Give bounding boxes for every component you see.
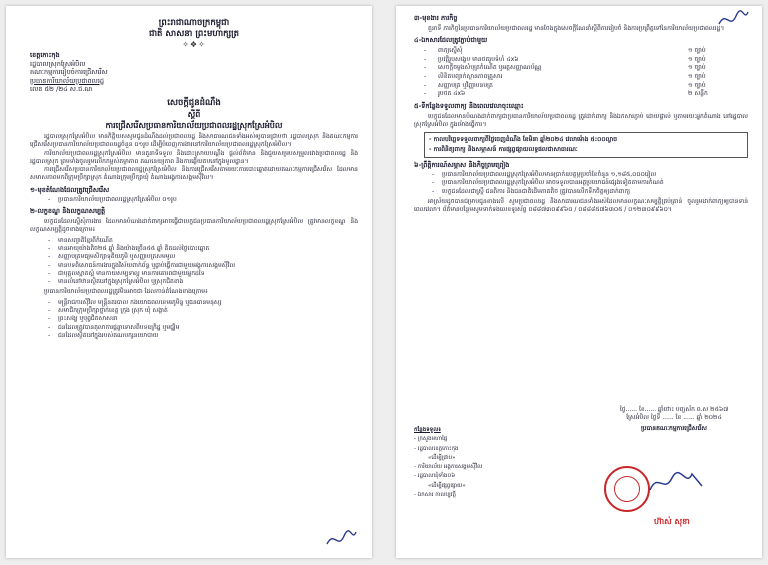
- doc-quantity: ១ ច្បាប់: [688, 55, 706, 63]
- list-item: - បេក្ខជនដែលជាស្ត្រី ជនពិការ និងជនជាតិដើមភាគតិច ត្រូវបានលើកទឹកចិត្តឲ្យដាក់ពាក្យ: [432, 188, 748, 196]
- list-item: - មានលំនៅឋានស្ថិតនៅក្នុងស្រុកស្រែអំបិល ឬស្រុកជិតខាង: [48, 278, 358, 286]
- recipient-item: - រដ្ឋបាលខេត្តកោះកុង: [414, 445, 459, 452]
- date-solar: ស្រែអំបិល ថ្ងៃទី ...... ខែ ...... ឆ្នាំ ២០២៤: [626, 414, 722, 422]
- section-2-list-2: [48, 299, 358, 340]
- signature: [646, 468, 706, 498]
- doc-bullet: -: [424, 47, 427, 55]
- section-2-list: [48, 237, 358, 287]
- kingdom-header: ព្រះរាជាណាចក្រកម្ពុជា: [158, 18, 230, 28]
- recipient-item: - រដ្ឋបាលឃុំទាំង០៦: [414, 473, 456, 480]
- doc-quantity: ១ ច្បាប់: [688, 73, 706, 81]
- org-line-province: ខេត្តកោះកុង: [30, 51, 60, 59]
- doc-quantity: ១ ច្បាប់: [688, 81, 706, 89]
- signer-title: ប្រធានគណៈកម្មការជ្រើសរើស: [640, 424, 708, 432]
- doc-quantity: ២ សន្លឹក: [688, 90, 708, 98]
- intro-paragraph-3: ការជ្រើសរើសប្រធានការិយាល័យប្រជាពលរដ្ឋស្រុកស្រែអំបិល និងការជ្រើសរើសតាមរយៈការបោះឆ្នោតដោយគណៈកម្មការជ្រើសរើស ដែលមានសមាសភាពមកពីក្រុមប្រឹក្សាស្រុក តំណាងក្រុមប្រឹក្សាឃុំ តំណាងអង្គការសង្គមស៊ីវិល។: [30, 166, 358, 182]
- org-line-office: ប្រធានការិយាល័យប្រជាពលរដ្ឋ: [30, 76, 105, 85]
- doc-quantity: ១ ច្បាប់: [688, 64, 706, 72]
- doc-name: សញ្ញាបត្រ ឬវិញ្ញាបនបត្រ: [438, 81, 493, 89]
- recipient-item: - ការិយាល័យ អង្គការសង្គមស៊ីវិល: [414, 464, 483, 471]
- list-item: - ប្រធានការិយាល័យប្រជាពលរដ្ឋស្រុកស្រែអំបិល ០១រូប: [48, 196, 358, 204]
- page-left: [6, 6, 372, 558]
- notice-about: ស្តីពី: [187, 109, 201, 119]
- list-item: - ជាបុគ្គលស្អាតស្អំ មានកាយសម្បទាល្អ មានការគោរពជាមួយអ្នកដទៃ: [48, 270, 358, 278]
- initial-signature-right: [716, 8, 750, 30]
- signer-name: ហ៊ាស់ សុខា: [654, 517, 690, 526]
- closing-wrap: [414, 198, 748, 215]
- doc-name: រូបថត ៤x៦: [438, 90, 466, 98]
- deadline-line-1: - កាលបរិច្ឆេទទទួលពាក្យពីថ្ងៃចេញដំណឹង ខែមិនា ឆ្នាំ២០២៤ វេលាម៉ោង ៥:០០ល្ងាច: [429, 136, 618, 144]
- list-item: - ប្រធានការិយាល័យប្រជាពលរដ្ឋស្រុកស្រែអំបិលមានប្រាក់ឧបត្ថម្ភប្រចាំខែចំនួន ១,១៨៥,០០០រៀល: [432, 171, 748, 179]
- doc-name: ពាក្យស្នើសុំ: [438, 47, 463, 55]
- recipients-block: [414, 426, 554, 500]
- closing-paragraph: អាស្រ័យដូចបានជម្រាបជូនខាងលើ សូមប្រជាពលរដ្ឋ និងសាធារណជនទាំងអស់ដែលមានលក្ខណៈសម្បត្តិគ្រប់គ្រាន់ ចូលរួមដាក់ពាក្យឲ្យបានទាន់ពេលវេលា។ ព័ត៌មានបន្ថែមសូមទាក់ទងលេខទូរស័ព្ទ ០៨៨៧៣០៩៩៦០ / ០៨៨៨៥៧៦៣០៥ / ០១២៣០៩៩៦០។: [414, 197, 748, 214]
- seal-inner-ring: [614, 476, 640, 502]
- intro-paragraph-2: ការិយាល័យប្រជាពលរដ្ឋស្រុកស្រែអំបិល មានតួនាទីទទួល និងដោះស្រាយបណ្តឹង ផ្តល់ព័ត៌មាន និងជួយសម្របសម្រួលរវាងប្រជាពលរដ្ឋ និងរដ្ឋបាលស្រុក ព្រមទាំងចូលរួមលើកកម្ពស់តម្លាភាព គណនេយ្យភាព និងការឆ្លើយតបនៅក្នុងមូលដ្ឋាន។: [30, 149, 358, 165]
- section-2-intro: បេក្ខជនដែលស្នើសុំការងារ ដែលមានបំណងដាក់ពាក្យអាចធ្វើជាបេក្ខជនប្រធានការិយាល័យប្រជាពលរដ្ឋស្រុកស្រែអំបិល ត្រូវមានលក្ខខណ្ឌ និងលក្ខណសម្បត្តិដូចខាងក្រោម៖: [30, 218, 358, 234]
- recipient-item: - ក្រសួងមហាផ្ទៃ: [414, 436, 448, 443]
- org-line-district: រដ្ឋបាលស្រុកស្រែអំបិល: [30, 59, 86, 68]
- reference-number: លេខ ៥២ /២៤ ស.ជ.ណ: [30, 85, 93, 94]
- section-3-text: តួនាទី ភារកិច្ចនៃប្រធានការិយាល័យប្រជាពលរដ្ឋ មានចែងក្នុងសេចក្តីណែនាំស្តីពីការរៀបចំ និងការប្រព្រឹត្តទៅនៃការិយាល័យប្រជាពលរដ្ឋ។: [428, 25, 725, 32]
- date-block: [604, 406, 744, 433]
- official-seal-stamp: [604, 466, 650, 512]
- recipient-item: «ដើម្បីជ្រាប»: [428, 454, 456, 461]
- notice-subtitle: ការជ្រើសរើសប្រធានការិយាល័យប្រជាពលរដ្ឋស្រុកស្រែអំបិល: [105, 120, 283, 130]
- org-line-committee: គណៈកម្មការរៀបចំការជ្រើសរើស: [30, 68, 108, 77]
- section-2-intro2-wrap: [30, 288, 358, 296]
- section-2-intro-2: ប្រធានការិយាល័យប្រជាពលរដ្ឋត្រូវមិនអាចជា ដែលកាន់តំណែងខាងក្រោម៖: [44, 288, 208, 296]
- section-5-text-wrap: [414, 113, 748, 130]
- list-item: - ព្រះសង្ឃ ឬបុព្វជិតសាសនា: [48, 315, 358, 323]
- section-6-heading: ៦-ព្រឹត្តិការណ៍សម្ភាស និងកិច្ចព្រមព្រៀង: [414, 161, 510, 170]
- recipient-item: - ឯកសារ កាលប្បវត្តិ: [414, 492, 457, 499]
- deadline-notice-box: [424, 132, 748, 158]
- section-5-heading: ៥-ទីកន្លែងទទួលពាក្យ និងពេលវេលាចុះឈ្មោះ: [414, 101, 524, 110]
- intro-paragraphs: [30, 133, 358, 183]
- national-motto: ជាតិ សាសនា ព្រះមហាក្សត្រ: [148, 29, 240, 39]
- doc-quantity: ១ ច្បាប់: [688, 47, 706, 55]
- section-3-heading: ៣-មុខងារ ភារកិច្ច: [414, 14, 458, 22]
- list-item: - មន្ត្រីរាជការស៊ីវិល មន្ត្រីនគរបាល កងយោធពលខេមរភូមិន្ទ ឬធនធានមនុស្ស: [48, 299, 358, 307]
- section-2-heading: ២-លក្ខខណ្ឌ និងលក្ខណសម្បត្តិ: [30, 207, 106, 216]
- intro-paragraph-1: រដ្ឋបាលស្រុកស្រែអំបិល មានកិត្តិយសសូមជូនដំណឹងដល់ប្រជាពលរដ្ឋ និងសាធារណជនទាំងអស់ឲ្យបានជ្រាបថា រដ្ឋបាលស្រុក និងគណៈកម្មការជ្រើសរើសប្រធានការិយាល័យប្រជាពលរដ្ឋចំនួន ០១រូប ដើម្បីបំពេញការងារនៅការិយាល័យប្រជាពលរដ្ឋស្រុកស្រែអំបិល។: [30, 132, 358, 149]
- section-1-list: [48, 196, 358, 204]
- section-5-text: បេក្ខជនដែលមានបំណងដាក់ពាក្យជាប្រធានការិយាល័យប្រជាពលរដ្ឋ ត្រូវដាក់ពាក្យ និងឯកសារភ្ជាប់ ដោយផ្ទាល់ ឬតាមរយៈអ្នកតំណាង នៅរដ្ឋបាលស្រុកស្រែអំបិល ក្នុងម៉ោងធ្វើការ។: [414, 112, 748, 129]
- date-lunar: ថ្ងៃ...... ខែ...... ឆ្នាំថោះ បញ្ចស័ក ព.ស ២៥៦៧: [619, 406, 729, 413]
- recipients-header: កន្លែងទទួល៖: [414, 427, 441, 433]
- initial-signature-left: [324, 528, 358, 550]
- doc-bullet: -: [424, 64, 427, 72]
- doc-name: លិខិតបញ្ជាក់ស្ថានភាពគ្រួសារ: [438, 73, 503, 81]
- document-row: [424, 73, 748, 82]
- recipient-item: «ដើម្បីផ្សព្វផ្សាយ»: [428, 482, 466, 489]
- ornament-divider: ✧❖✧: [182, 40, 206, 49]
- document-row: [424, 82, 748, 91]
- document-row: [424, 47, 748, 56]
- document-row: [424, 90, 748, 99]
- org-block: [30, 51, 358, 94]
- list-item: - ប្រធានការិយាល័យប្រជាពលរដ្ឋស្រុកស្រែអំបិល អាចទទួលបានអត្ថប្រយោជន៍ផ្សេងទៀតតាមការកំណត់: [432, 179, 748, 187]
- page-right: [396, 6, 762, 558]
- doc-bullet: -: [424, 81, 427, 89]
- doc-bullet: -: [424, 55, 427, 63]
- document-row: [424, 64, 748, 73]
- list-item: - សមាជិកក្រុមប្រឹក្សាថ្នាក់ខេត្ត ក្រុង ស្រុក ឃុំ សង្កាត់: [48, 307, 358, 315]
- doc-name: ប្រវត្តិរូបសង្ខេប មានថតរូបទំហំ ៤x៦: [438, 55, 519, 63]
- doc-name: សេចក្តីចម្លងសំបុត្រកំណើត ឬអត្តសញ្ញាណប័ណ្ណ: [438, 64, 542, 72]
- notice-title: សេចក្តីជូនដំណឹង: [167, 97, 221, 108]
- section-4-heading: ៤-ឯកសារដែលត្រូវភ្ជាប់ជាមួយ: [414, 36, 488, 45]
- list-item: - ជនដែលស្ថិតនៅក្នុងរបស់គណបក្សនយោបាយ: [48, 332, 358, 340]
- list-item: - ជនដែលត្រូវបានតុលាការផ្តន្ទាទោសពីបទឧក្រិដ្ឋ ឬមជ្ឈិម: [48, 324, 358, 332]
- doc-bullet: -: [424, 73, 427, 81]
- doc-bullet: -: [424, 90, 427, 98]
- section-2-intro-wrap: [30, 218, 358, 235]
- list-item: - មានសញ្ជាតិខ្មែរពីកំណើត: [48, 237, 358, 245]
- list-item: - សញ្ញាបត្រមធ្យមសិក្សាទុតិយភូមិ ឬសញ្ញាបត្រសមមូល: [48, 253, 358, 261]
- section-6-list: [432, 171, 748, 196]
- list-item: - មានបទពិសោធន៍ការងារក្នុងវិស័យពាក់ព័ន្ធ ឬធ្លាប់ធ្វើការជាមួយអង្គការសង្គមស៊ីវិល: [48, 262, 358, 270]
- deadline-line-2: - ការពិនិត្យពាក្យ និងសម្ភាសន៍ ការផ្សព្វផ្សាយលទ្ធផលជាសាធារណៈ: [429, 145, 578, 153]
- section-1-heading: ១-មុខតំណែងដែលត្រូវជ្រើសរើស: [30, 185, 110, 194]
- section-3-text-wrap: [414, 25, 748, 33]
- list-item: - មានអាយុយ៉ាងតិច២៥ ឆ្នាំ និងយ៉ាងច្រើន៥៥ ឆ្នាំ គិតដល់ថ្ងៃបោះឆ្នោត: [48, 245, 358, 253]
- document-list: [424, 47, 748, 99]
